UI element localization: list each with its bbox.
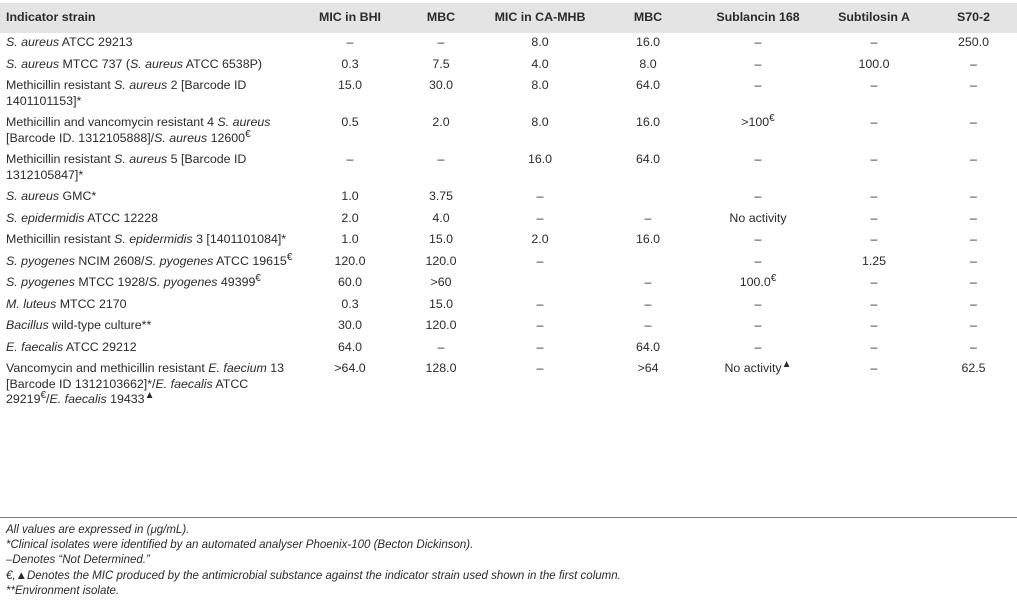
strain-name-cell: S. epidermidis ATCC 12228 [6,210,158,225]
header-indicator-strain: Indicator strain [0,3,300,33]
table-row [0,252,1017,274]
cell-s70-2: – [970,253,977,268]
cell-mic-ca-mhb: – [536,361,544,375]
cell-subtilosin-a: – [870,296,878,311]
strain-name-cell: E. faecalis ATCC 29212 [6,339,137,354]
footnote-marker: € [40,389,47,401]
strain-name-cell: S. aureus ATCC 29213 [6,35,133,49]
footnote-symbols: €,▲Denotes the MIC produced by the antimicrobial substance against the indicator strain used shown in the first column. [6,569,621,582]
cell-mbc-bhi: 30.0 [428,78,454,92]
cell-s70-2: 250.0 [957,35,989,49]
footnote-marker: ▲ [781,358,792,370]
table-row [0,338,1017,360]
strain-name-cell: Methicillin and vancomycin resistant 4 S. aureus [Barcode ID. 1312105888]/S. aureus 12600€ [6,115,271,145]
table-row [0,209,1017,231]
cell-mbc-bhi: 15.0 [428,232,454,246]
mic-table [0,3,1017,412]
cell-s70-2: – [970,56,977,71]
cell-mbc-ca-mhb: >64 [637,361,659,375]
cell-mic-bhi: >64.0 [334,361,366,375]
table-row [0,113,1017,150]
cell-mbc-ca-mhb: 64.0 [635,339,661,354]
cell-mbc-ca-mhb: 16.0 [635,232,661,246]
cell-mic-ca-mhb: 8.0 [531,78,549,92]
header-s70-2: S70-2 [930,3,1017,33]
cell-subtilosin-a: – [870,152,878,166]
strain-name-cell: Bacillus wild-type culture** [6,318,152,332]
cell-sublancin-168: – [754,253,762,268]
cell-mbc-ca-mhb: – [644,318,652,332]
cell-mbc-bhi: 120.0 [425,318,457,332]
cell-sublancin-168: – [754,35,762,49]
cell-s70-2: – [970,318,977,332]
header-mbc-2: MBC [598,3,698,33]
cell-sublancin-168: – [754,189,762,203]
footnote-not-determined: –Denotes “Not Determined.” [6,554,150,567]
cell-sublancin-168: – [754,318,762,332]
cell-mbc-bhi: – [437,35,445,49]
cell-mbc-bhi: 120.0 [425,253,457,268]
table-row [0,273,1017,295]
cell-s70-2: – [970,189,977,203]
cell-subtilosin-a: – [870,189,878,203]
cell-mbc-bhi: 128.0 [425,361,457,375]
cell-mbc-bhi: 4.0 [432,210,450,225]
cell-mbc-bhi: – [437,339,445,354]
cell-s70-2: – [970,275,977,289]
cell-mbc-ca-mhb: – [644,210,652,225]
cell-s70-2: – [970,296,977,311]
cell-subtilosin-a: – [870,232,878,246]
table-row [0,316,1017,338]
footnote-clinical: *Clinical isolates were identified by an automated analyser Phoenix-100 (Becton Dickinson). [6,539,474,552]
cell-s70-2: 62.5 [961,361,986,375]
cell-sublancin-168: No activity [729,210,787,225]
footnote-environment: **Environment isolate. [6,584,120,597]
strain-name-cell: S. pyogenes MTCC 1928/S. pyogenes 49399€ [6,272,261,289]
footnote-marker: € [770,272,777,284]
header-sublancin: Sublancin 168 [698,3,818,33]
cell-mbc-ca-mhb [598,187,698,209]
cell-subtilosin-a: – [870,35,878,49]
header-row [0,3,1017,33]
cell-mbc-bhi: 7.5 [432,56,450,71]
cell-mic-bhi: 60.0 [337,275,363,289]
cell-mic-bhi: 0.5 [341,115,359,129]
cell-sublancin-168: – [754,232,762,246]
strain-name-cell: Methicillin resistant S. aureus 2 [Barcode ID 1401101153]* [6,78,247,108]
strain-name-cell: Vancomycin and methicillin resistant E. faecium 13 [Barcode ID 1312103662]*/E. faecalis ATCC 29219€/E. faecalis 19433▲ [6,361,285,406]
cell-subtilosin-a: 1.25 [861,253,887,268]
footnote-marker: € [255,272,261,284]
cell-mic-ca-mhb: – [536,189,544,203]
strain-name-cell: M. luteus MTCC 2170 [6,296,127,311]
table-row [0,150,1017,187]
header-mic-bhi: MIC in BHI [300,3,400,33]
cell-sublancin-168: – [754,152,762,166]
cell-sublancin-168: – [754,78,762,92]
cell-subtilosin-a: – [870,78,878,92]
table-row [0,76,1017,113]
cell-mbc-bhi: – [437,152,445,166]
strain-name-cell: Methicillin resistant S. aureus 5 [Barcode ID 1312105847]* [6,152,247,182]
cell-mic-bhi: – [346,152,354,166]
cell-mic-bhi: 1.0 [341,232,359,246]
footnote-marker: € [769,112,775,124]
footnote-marker: € [245,128,251,140]
table-row [0,33,1017,55]
cell-mbc-bhi: >60 [430,275,452,289]
cell-sublancin-168: >100€ [741,112,775,129]
table-row [0,187,1017,209]
cell-sublancin-168: – [754,339,762,354]
cell-subtilosin-a: – [870,339,878,354]
cell-mic-bhi: 2.0 [341,210,359,225]
table-row [0,359,1017,412]
cell-mic-ca-mhb: – [536,296,544,311]
cell-mic-bhi: 0.3 [341,296,359,311]
table-row [0,55,1017,77]
cell-mic-bhi: 0.3 [341,56,359,71]
cell-subtilosin-a: – [870,361,878,375]
header-mbc-1: MBC [400,3,482,33]
cell-mic-ca-mhb: 16.0 [527,152,553,166]
strain-name-cell: S. aureus GMC* [6,189,97,203]
cell-mic-ca-mhb: 8.0 [531,115,549,129]
cell-mbc-ca-mhb: – [644,275,652,289]
cell-mbc-ca-mhb: – [644,296,652,311]
cell-mic-ca-mhb: – [536,318,544,332]
cell-mbc-ca-mhb: 64.0 [635,152,661,166]
cell-s70-2: – [970,210,977,225]
footnote-units: All values are expressed in (μg/mL). [6,524,190,536]
cell-mic-bhi: 1.0 [341,189,359,203]
table-body [0,33,1017,412]
cell-mic-ca-mhb: 2.0 [531,232,549,246]
cell-mbc-ca-mhb: 16.0 [635,115,661,129]
cell-mic-ca-mhb: – [536,253,544,268]
cell-s70-2: – [970,152,977,166]
strain-name-cell: S. aureus MTCC 737 (S. aureus ATCC 6538P) [6,56,262,71]
cell-mbc-ca-mhb: 8.0 [639,56,657,71]
table-row [0,230,1017,252]
cell-mic-ca-mhb: – [536,339,544,354]
cell-mic-bhi: 120.0 [334,253,366,268]
cell-mic-bhi: 15.0 [337,78,363,92]
cell-sublancin-168: – [754,296,762,311]
cell-sublancin-168: No activity▲ [724,358,792,375]
cell-sublancin-168: – [754,56,762,71]
table-row [0,295,1017,317]
cell-sublancin-168: 100.0€ [739,272,777,289]
cell-mbc-bhi: 15.0 [428,296,454,311]
cell-subtilosin-a: – [870,318,878,332]
cell-s70-2: – [970,339,977,354]
cell-mic-ca-mhb: – [536,210,544,225]
strain-name-cell: Methicillin resistant S. epidermidis 3 [1401101084]* [6,232,287,246]
cell-subtilosin-a: – [870,210,878,225]
cell-mbc-ca-mhb [598,252,698,274]
cell-mic-ca-mhb: 8.0 [531,35,549,49]
cell-subtilosin-a: – [870,115,878,129]
cell-s70-2: – [970,115,977,129]
cell-mbc-bhi: 3.75 [428,189,454,203]
header-subtilosin: Subtilosin A [818,3,930,33]
cell-mbc-bhi: 2.0 [432,115,450,129]
cell-mic-bhi: – [346,35,354,49]
cell-subtilosin-a: – [870,275,878,289]
cell-subtilosin-a: 100.0 [858,56,890,71]
strain-name-cell: S. pyogenes NCIM 2608/S. pyogenes ATCC 19615€ [6,251,293,268]
footnote-marker: € [286,251,293,263]
cell-mbc-ca-mhb: 64.0 [635,78,661,92]
cell-mic-bhi: 64.0 [337,339,363,354]
cell-mic-ca-mhb: 4.0 [531,56,549,71]
cell-mbc-ca-mhb: 16.0 [635,35,661,49]
table-bottom-rule [0,517,1017,518]
header-mic-ca-mhb: MIC in CA-MHB [482,3,598,33]
cell-s70-2: – [970,232,977,246]
cell-mic-ca-mhb [482,273,598,295]
table-footnotes [6,523,1006,599]
cell-s70-2: – [970,78,977,92]
cell-mic-bhi: 30.0 [337,318,363,332]
footnote-marker: ▲ [144,389,155,401]
